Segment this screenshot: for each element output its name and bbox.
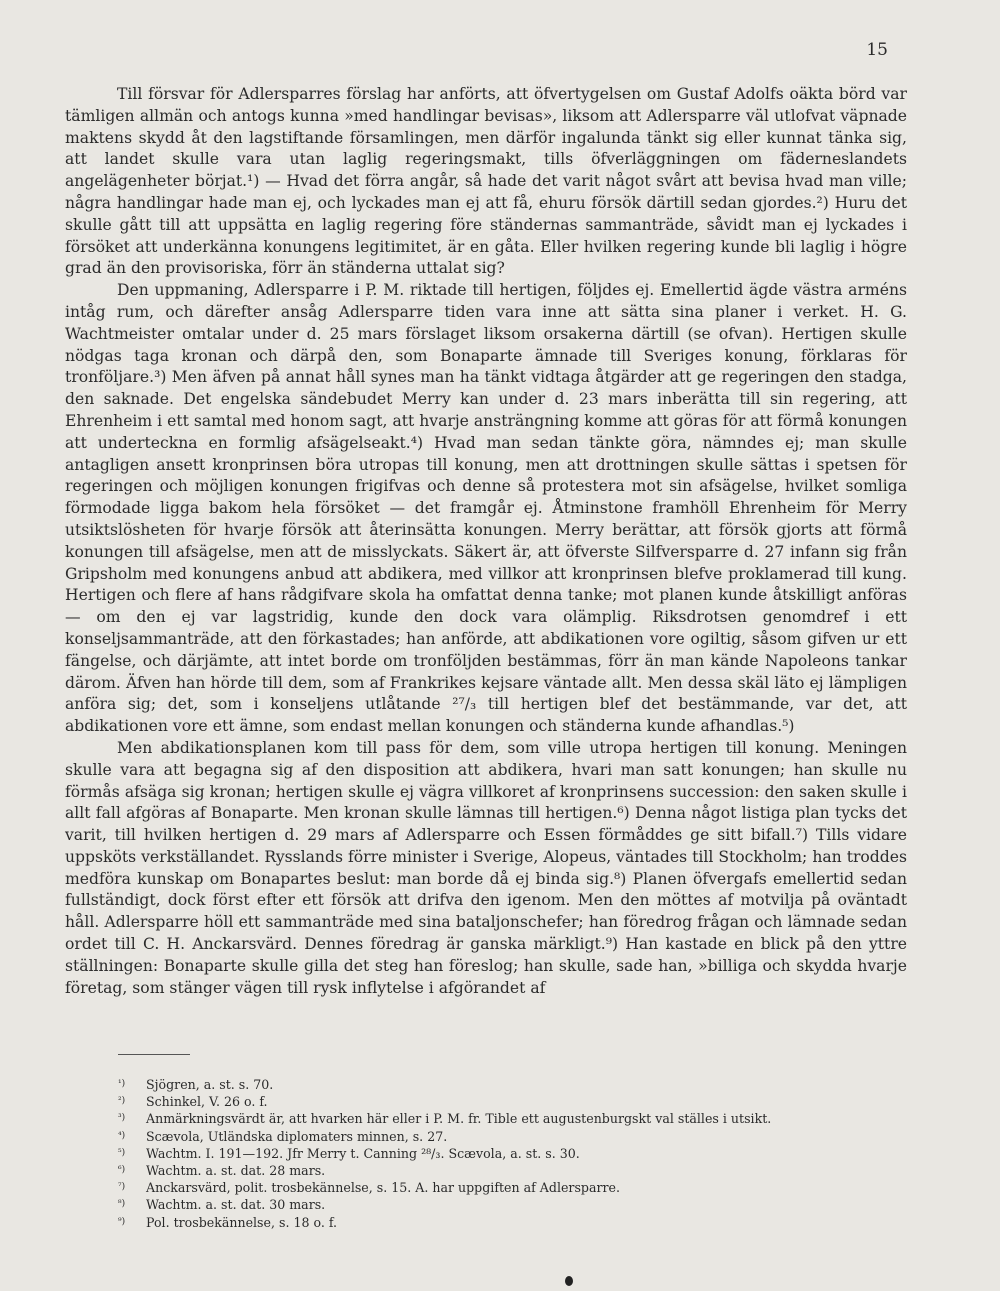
- body-text: [65, 84, 907, 999]
- footnote-text: Pol. trosbekännelse, s. 18 o. f.: [146, 1214, 338, 1230]
- page-number: 15: [866, 40, 888, 60]
- ink-spot: [565, 1276, 573, 1286]
- paragraph: Men abdikationsplanen kom till pass för dem, som ville utropa hertigen till konung. Meningen skulle vara att begagna sig af den disposition att abdikera, hvari man satt konungen; han skulle nu förmås afsäga sig kronan; hertigen skulle ej vägra villkoret af kronprinsens succession: den saken skulle i allt fall afgöras af Bonaparte. Men kronan skulle lämnas till hertigen.⁶) Denna något listiga plan tycks det varit, till hvilken hertigen d. 29 mars af Adlersparre och Essen förmåddes ge sitt bifall.⁷) Tills vidare uppsköts verkställandet. Rysslands förre minister i Sverige, Alopeus, väntades till Stockholm; han troddes medföra kunskap om Bonapartes beslut: man borde då ej binda sig.⁸) Planen öfvergafs emellertid sedan fullständigt, dock först efter ett försök att drifva den igenom. Men den möttes af motvilja på oväntadt håll. Adlersparre höll ett sammanträde med sina bataljonschefer; han föredrog frågan och lämnade sedan ordet till C. H. Anckarsvärd. Dennes föredrag är ganska märkligt.⁹) Han kastade en blick på den yttre ställningen: Bonaparte skulle gilla det steg han föreslog; han skulle, sade han, »billiga och skydda hvarje företag, som stänger vägen till rysk inflytelse i afgörandet af: [65, 738, 907, 997]
- footnote-text: Anckarsvärd, polit. trosbekännelse, s. 15. A. har uppgiften af Adlersparre.: [146, 1180, 620, 1196]
- footnote: [118, 1110, 918, 1127]
- footnote-number: ¹): [118, 1079, 126, 1089]
- footnote-number: ³): [118, 1113, 126, 1124]
- footnote-text: Sjögren, a. st. s. 70.: [146, 1077, 274, 1092]
- footnote-number: ⁶): [118, 1165, 126, 1176]
- footnote-text: Wachtm. I. 191—192. Jfr Merry t. Canning ²⁸/₃. Scævola, a. st. s. 30.: [146, 1145, 580, 1161]
- footnote-text: Schinkel, V. 26 o. f.: [146, 1094, 268, 1110]
- footnote-number: ⁴): [118, 1130, 126, 1141]
- footnote-number: ⁵): [118, 1147, 126, 1158]
- footnote: [118, 1145, 918, 1162]
- footnote-divider: [118, 1054, 190, 1055]
- footnote-text: Wachtm. a. st. dat. 30 mars.: [146, 1197, 326, 1213]
- paragraph: Den uppmaning, Adlersparre i P. M. riktade till hertigen, följdes ej. Emellertid ägde västra arméns intåg rum, och därefter ansåg Adlersparre tiden vara inne att sätta sina planer i verket. H. G. Wachtmeister omtalar under d. 25 mars förslaget liksom orsakerna därtill (se ofvan). Hertigen skulle nödgas taga kronan och därpå den, som Bonaparte ämnade till Sveriges konung, förklaras för tronföljare.³) Men äfven på annat håll synes man ha tänkt vidtaga åtgärder att ge regeringen den stadga, den saknade. Det engelska sändebudet Merry kan under d. 23 mars inberätta till sin regering, att Ehrenheim i ett samtal med honom sagt, att hvarje ansträngning komme att göras för att förmå konungen att underteckna en formlig afsägelseakt.⁴) Hvad man sedan tänkte göra, nämndes ej; man skulle antagligen ansett kronprinsen böra utropas till konung, men att drottningen skulle sättas i spetsen för regeringen och möjligen konungen frigifvas och denne så protestera mot sin afsägelse, hvilket somliga förmodade ligga bakom hela försöket — det framgår ej. Åtminstone framhöll Ehrenheim för Merry utsiktslösheten för hvarje försök att återinsätta konungen. Merry berättar, att försök gjorts att förmå konungen till afsägelse, men att de misslyckats. Säkert är, att öfverste Silfversparre d. 27 infann sig från Gripsholm med konungens anbud att abdikera, med villkor att kronprinsen blefve proklamerad till kung. Hertigen och flere af hans rådgifvare skola ha omfattat denna tanke; mot planen kunde åtskilligt anföras — om den ej var lagstridig, kunde den dock vara olämplig. Riksdrotsen genomdref i ett konseljsammanträde, att den förkastades; han anförde, att abdikationen vore ogiltig, såsom gifven ur ett fängelse, och därjämte, att intet borde om tronföljden bestämmas, förr än man kände Napoleons tankar därom. Äfven han hörde till dem, som af Frankrikes kejsare väntade allt. Men dessa skäl läto ej lämpligen anföra sig; det, som i konseljens utlåtande ²⁷/₃ till hertigen blef det bestämmande, var det, att abdikationen vore ett ämne, som endast mellan konungen och ständerna kunde afhandlas.⁵): [65, 281, 907, 736]
- footnote: [118, 1214, 918, 1231]
- paragraph: Till försvar för Adlersparres förslag har anförts, att öfvertygelsen om Gustaf Adolfs oäkta börd var tämligen allmän och antogs kunna »med handlingar bevisas», liksom att Adlersparre väl utlofvat väpnade maktens skydd åt den lagstiftande församlingen, men därför ingalunda tänkt sig eller kunnat tänka sig, att landet skulle vara utan laglig regeringsmakt, tills öfverläggningen om fäderneslandets angelägenheter börjat.¹) — Hvad det förra angår, så hade det varit något svårt att bevisa hvad man ville; några handlingar hade man ej, och lyckades man ej att få, ehuru försök därtill sedan gjordes.²) Huru det skulle gått till att uppsätta en laglig regering före ständernas sammanträde, såvidt man ej lyckades i försöket att underkänna konungens legitimitet, är en gåta. Eller hvilken regering kunde bli laglig i högre grad än den provisoriska, förr än ständerna uttalat sig?: [65, 85, 907, 278]
- footnotes-list: [118, 1076, 918, 1231]
- footnote-number: ⁷): [118, 1182, 126, 1193]
- footnote: [118, 1076, 918, 1093]
- footnote-text: Wachtm. a. st. dat. 28 mars.: [146, 1163, 326, 1179]
- footnote-text: Scævola, Utländska diplomaters minnen, s. 27.: [146, 1128, 448, 1144]
- footnote-number: ²): [118, 1096, 126, 1107]
- footnote: [118, 1128, 918, 1145]
- footnote: [118, 1196, 918, 1213]
- footnote: [118, 1093, 918, 1110]
- footnote: [118, 1179, 918, 1196]
- footnote-text: Anmärkningsvärdt är, att hvarken här eller i P. M. fr. Tible ett augustenburgskt val ställes i utsikt.: [146, 1111, 772, 1127]
- footnote-number: ⁸): [118, 1199, 126, 1210]
- footnote-number: ⁹): [118, 1216, 126, 1227]
- footnote: [118, 1162, 918, 1179]
